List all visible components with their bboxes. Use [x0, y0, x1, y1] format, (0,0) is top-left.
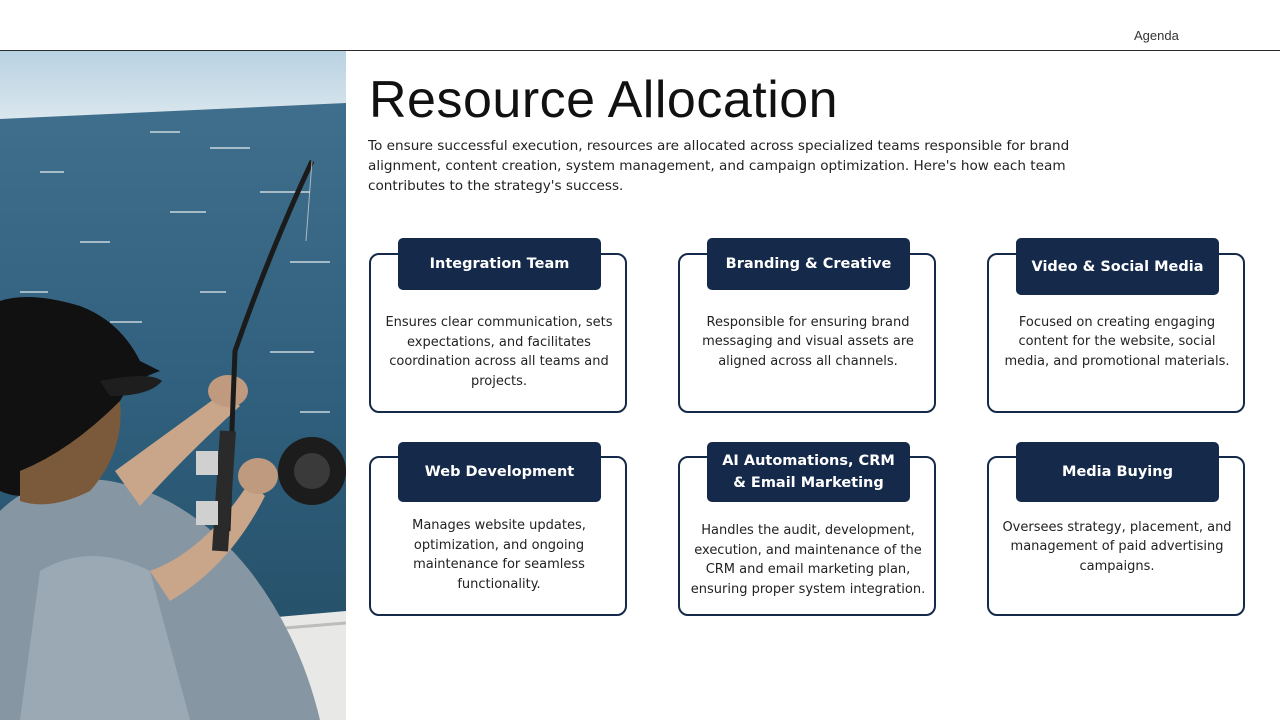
team-title-ai-crm: AI Automations, CRM & Email Marketing	[707, 442, 910, 502]
nav-agenda-link[interactable]: Agenda	[1134, 28, 1179, 43]
team-desc-ai-crm: Handles the audit, development, execution, and maintenance of the CRM and email marketing plan, ensuring proper system integration.	[690, 523, 926, 597]
team-desc-media-buying: Oversees strategy, placement, and management of paid advertising campaigns.	[1002, 519, 1232, 574]
team-desc-integration: Ensures clear communication, sets expectations, and facilitates coordination across all teams and projects.	[385, 315, 613, 389]
team-title-integration: Integration Team	[398, 238, 601, 290]
fishing-photo	[0, 51, 346, 720]
intro-paragraph: To ensure successful execution, resources are allocated across specialized teams responsible for brand alignment, content creation, system management, and campaign optimization. Here's how each team contributes to the strategy's success.	[368, 138, 1070, 194]
team-title-web-dev: Web Development	[398, 442, 601, 502]
team-title-branding: Branding & Creative	[707, 238, 910, 290]
team-desc-web-dev: Manages website updates, optimization, and ongoing maintenance for seamless functionality.	[412, 518, 586, 592]
team-title-media-buying: Media Buying	[1016, 442, 1219, 502]
team-title-video-social: Video & Social Media	[1016, 238, 1219, 295]
team-desc-video-social: Focused on creating engaging content for the website, social media, and promotional materials.	[1004, 314, 1230, 369]
team-desc-branding: Responsible for ensuring brand messaging and visual assets are aligned across all channels.	[702, 314, 914, 369]
page-title: Resource Allocation	[369, 71, 839, 129]
